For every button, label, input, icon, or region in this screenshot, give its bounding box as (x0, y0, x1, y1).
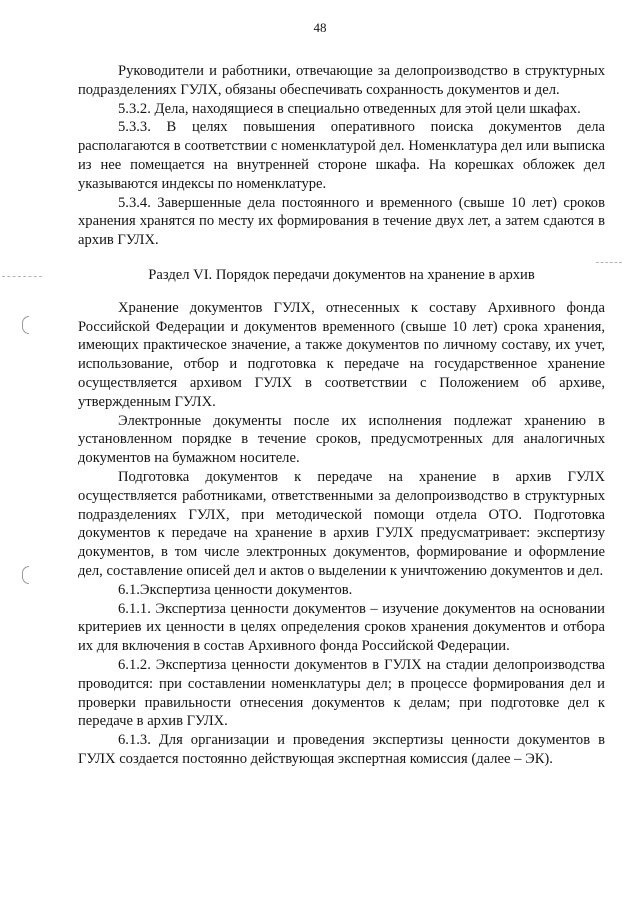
binder-hole-mark (22, 316, 29, 334)
paragraph: Электронные документы после их исполнения подлежат хранению в установленном порядке в течение сроков, предусмотренных для аналогичных документов на бумажном носителе. (78, 412, 605, 467)
scan-margin-dashes (2, 276, 42, 277)
paragraph: 6.1.3. Для организации и проведения экспертизы ценности документов в ГУЛХ создается постоянно действующая экспертная комиссия (далее – ЭК). (78, 732, 605, 767)
document-body (78, 62, 605, 769)
paragraph: Руководители и работники, отвечающие за делопроизводство в структурных подразделениях ГУЛХ, обязаны обеспечивать сохранность документов и дел. (78, 63, 605, 98)
paragraph: Хранение документов ГУЛХ, отнесенных к составу Архивного фонда Российской Федерации и документов временного (свыше 10 лет) срока хранения, имеющих практическое значение, а также документов по личному составу, их учет, использование, отбор и подготовка к передаче на государственное хранение осуществляется архивом ГУЛХ в соответствии с Положением об архиве, утвержденным ГУЛХ. (78, 299, 605, 410)
binder-hole-mark (22, 566, 29, 584)
paragraph: 5.3.4. Завершенные дела постоянного и временного (свыше 10 лет) сроков хранения хранятся по месту их формирования в течение двух лет, а затем сдаются в архив ГУЛХ. (78, 194, 605, 249)
paragraph: 5.3.3. В целях повышения оперативного поиска документов дела располагаются в соответствии с номенклатурой дел. Номенклатура дел или выписка из нее помещается на внутренней стороне шкафа. На корешках обложек дел указываются индексы по номенклатуре. (78, 119, 605, 192)
paragraph: 5.3.2. Дела, находящиеся в специально отведенных для этой цели шкафах. (118, 100, 581, 117)
page-number: 48 (313, 20, 327, 35)
paragraph: 6.1.2. Экспертиза ценности документов в ГУЛХ на стадии делопроизводства проводится: при составлении номенклатуры дел; в процессе формирования дел и проверки правильности отнесения документов к делам; при подготовке дел к передаче в архив ГУЛХ. (78, 656, 605, 730)
paragraph: 6.1.Экспертиза ценности документов. (118, 581, 353, 598)
paragraph: 6.1.1. Экспертиза ценности документов – изучение документов на основании критериев их ценности в целях определения сроков хранения документов и отбора их для включения в состав Архивного фонда Российской Федерации. (78, 600, 605, 655)
section-heading: Раздел VI. Порядок передачи документов на хранение в архив (148, 266, 535, 283)
paragraph: Подготовка документов к передаче на хранение в архив ГУЛХ осуществляется работниками, ответственными за делопроизводство в структурных подразделениях ГУЛХ, при методической помощи отдела ОТО. Подготовка документов к передаче на хранение в архив ГУЛХ предусматривает: экспертизу документов, в том числе электронных документов, формирование и оформление дел, составление описей дел и актов о выделении к уничтожению документов и дел. (78, 468, 605, 579)
